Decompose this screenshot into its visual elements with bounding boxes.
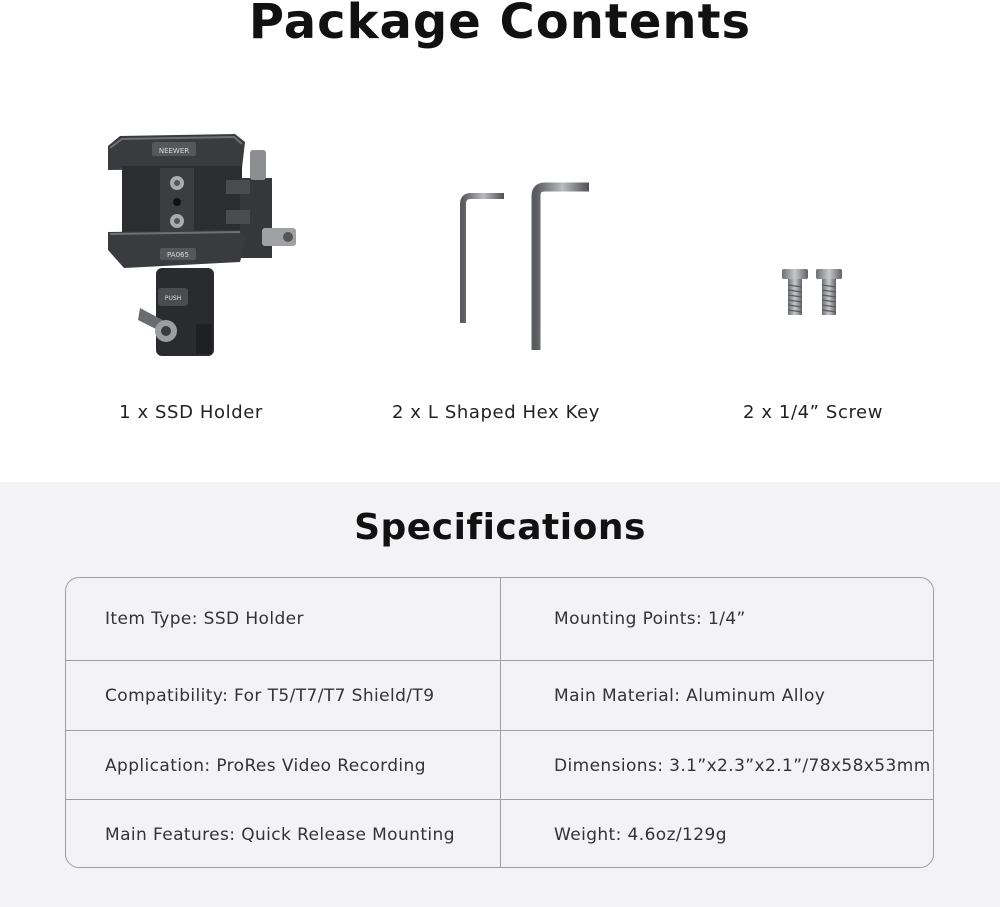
ssd-holder-image [100, 128, 300, 363]
screw-label: 2 x 1/4” Screw [742, 402, 884, 423]
table-row [66, 799, 933, 868]
spec-item-type: Item Type: SSD Holder [105, 609, 304, 629]
spec-mounting-points: Mounting Points: 1/4” [554, 609, 746, 629]
screw-image [778, 265, 848, 321]
hex-key-image [450, 180, 600, 360]
spec-dimensions: Dimensions: 3.1”x2.3”x2.1”/78x58x53mm [554, 755, 931, 776]
spec-main-material: Main Material: Aluminum Alloy [554, 686, 826, 706]
pa065-engraving: PA065 [167, 251, 189, 259]
spec-compatibility: Compatibility: For T5/T7/T7 Shield/T9 [105, 686, 435, 706]
table-row [66, 660, 933, 731]
table-row [66, 730, 933, 800]
push-engraving: PUSH [164, 295, 182, 302]
specifications-table [65, 577, 934, 868]
neewer-engraving: NEEWER [158, 147, 190, 155]
spec-weight: Weight: 4.6oz/129g [554, 825, 727, 845]
screw-1 [782, 269, 808, 315]
ssd-holder-label: 1 x SSD Holder [119, 402, 263, 423]
screw-2 [816, 269, 842, 315]
spec-application: Application: ProRes Video Recording [105, 755, 426, 776]
hex-key-label: 2 x L Shaped Hex Key [391, 402, 601, 423]
spec-main-features: Main Features: Quick Release Mounting [105, 825, 455, 845]
table-row [66, 578, 933, 660]
package-contents-title: Package Contents [248, 0, 752, 50]
specifications-title: Specifications [354, 507, 646, 548]
